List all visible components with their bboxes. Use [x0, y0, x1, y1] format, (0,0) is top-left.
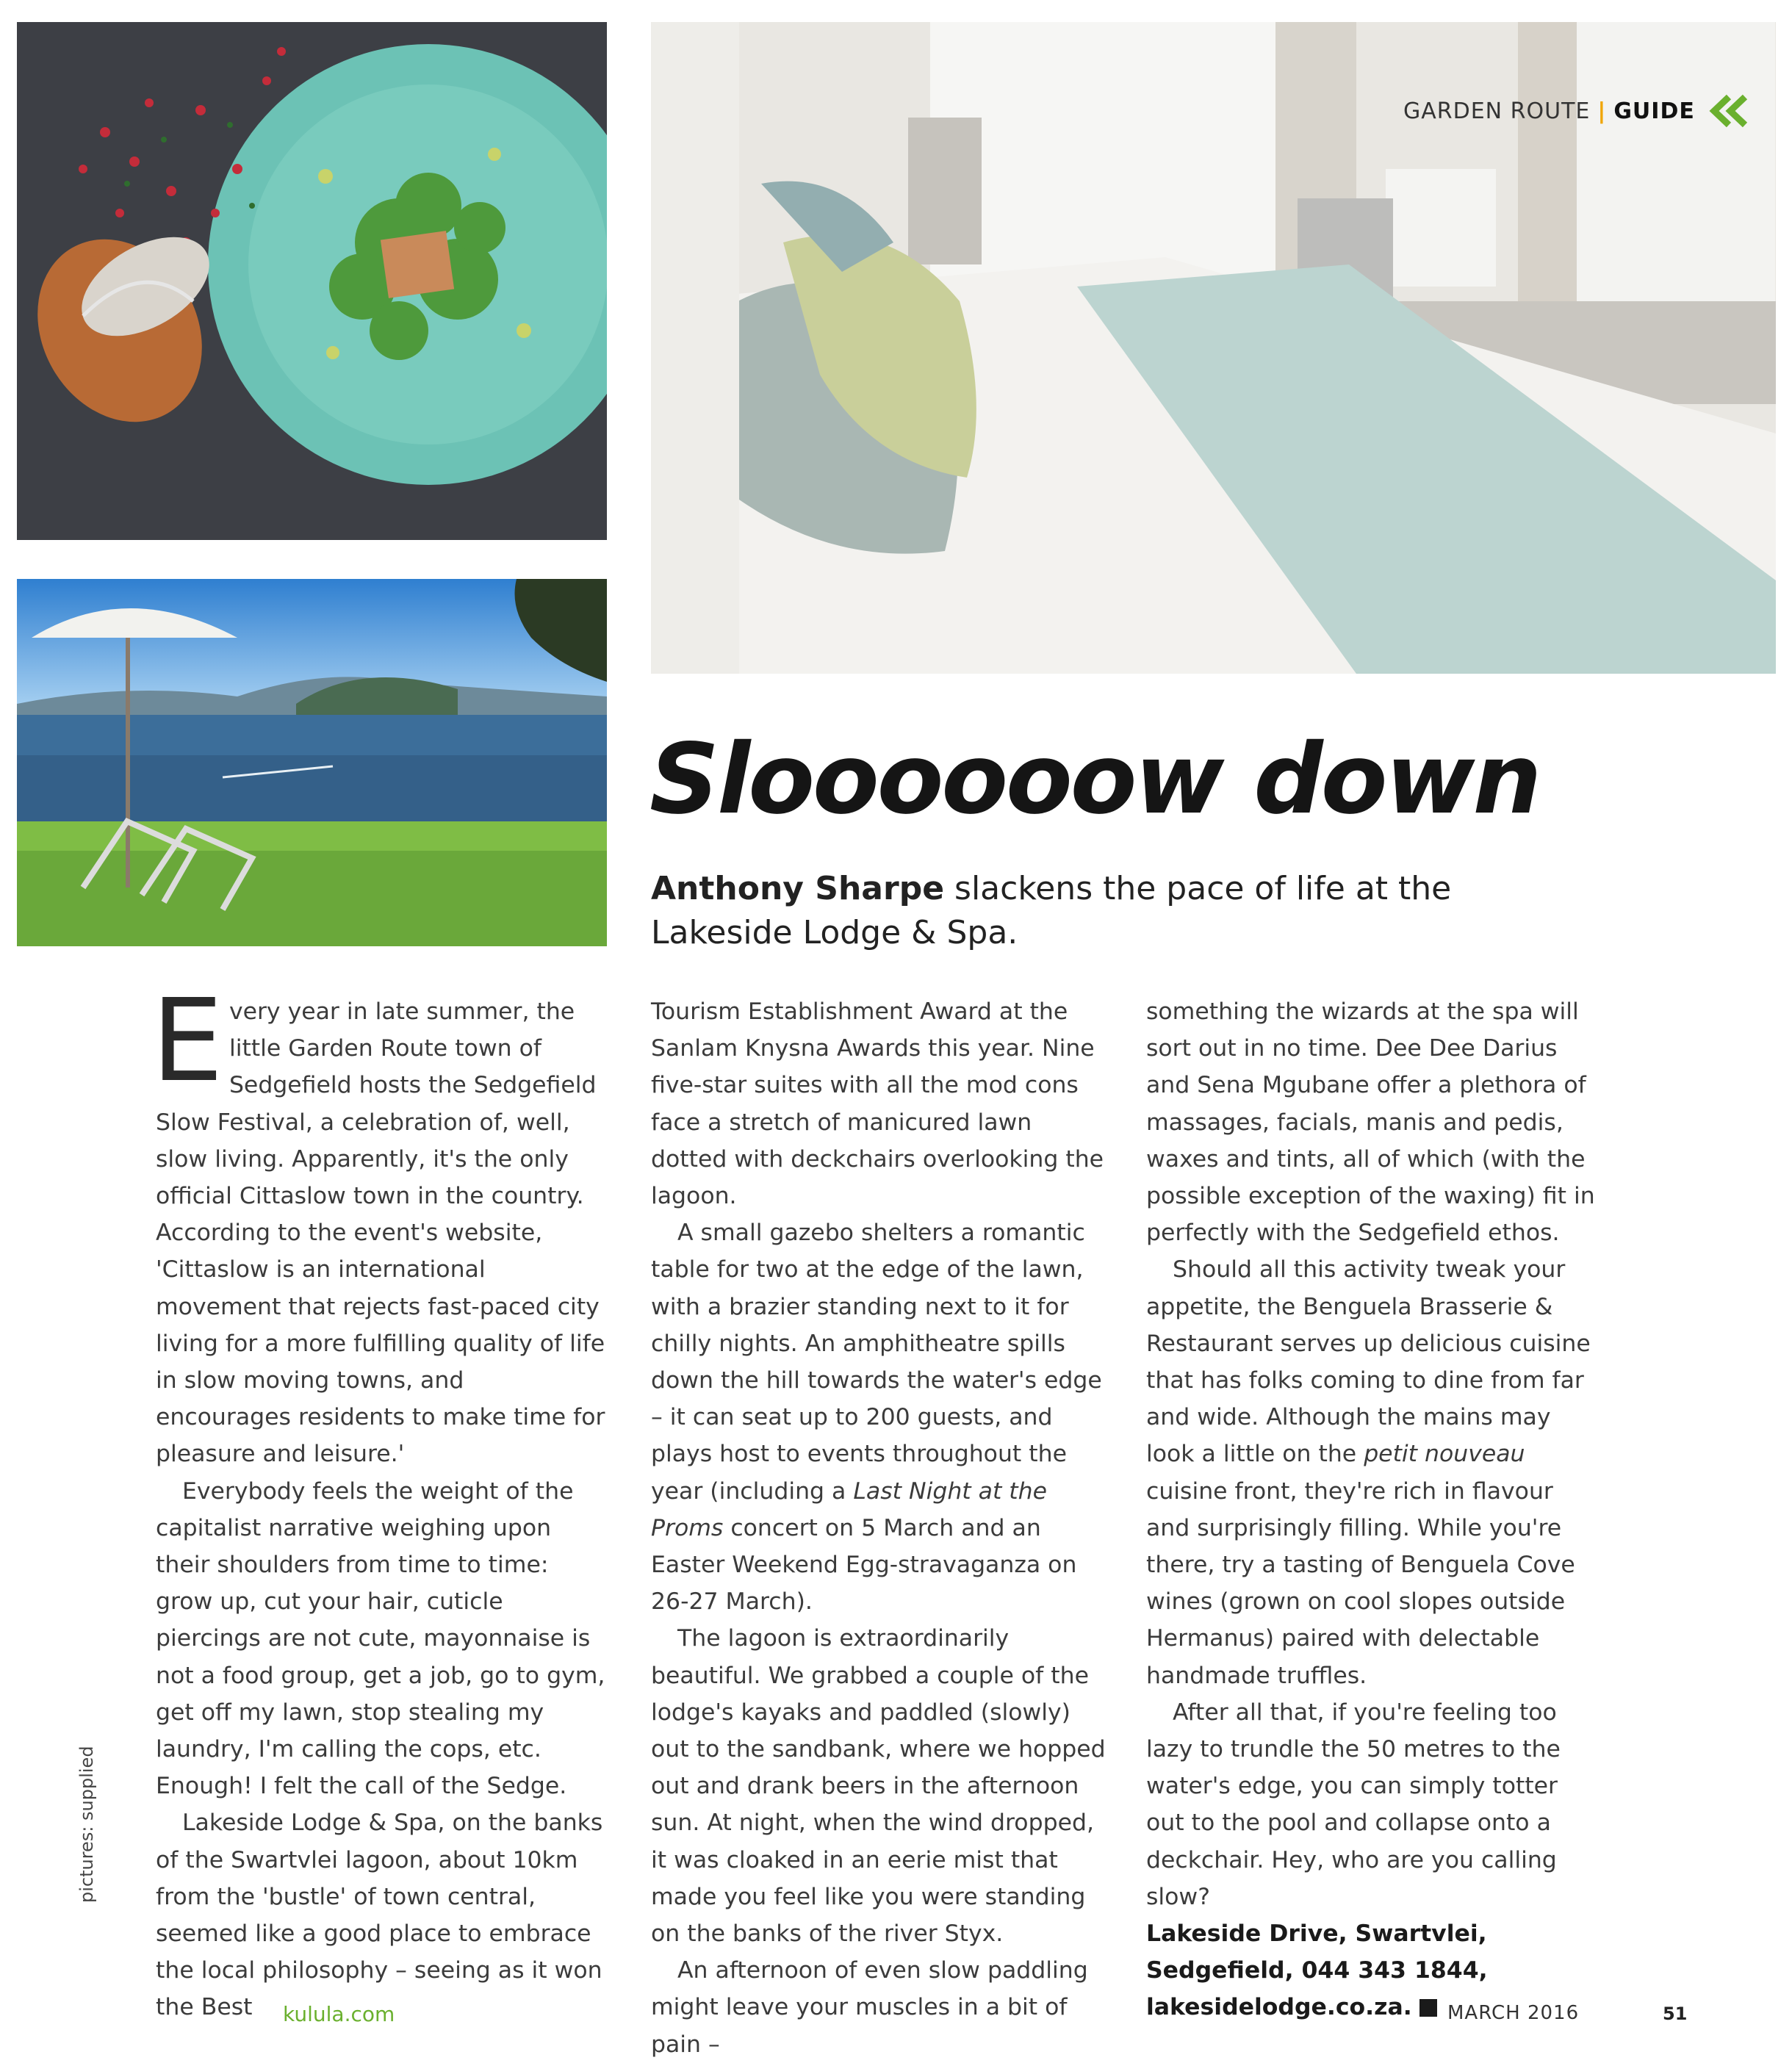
food-plate-photo	[17, 22, 607, 540]
italic-phrase: petit nouveau	[1364, 1441, 1525, 1468]
body-paragraph	[151, 974, 605, 1473]
paragraph-text: A small gazebo shelters a romantic table for two at the edge of the lawn, with a brazier standing next to it for chilly nights. An amphitheatre spills down the hill towards the water's edge – it can seat up to 200 guests, and plays host to events throughout the year (including a	[651, 1220, 1102, 1505]
section-region: GARDEN ROUTE	[1403, 98, 1591, 124]
paragraph-text: very year in late summer, the little Garden Route town of Sedgefield hosts the Sedgefield Slow Festival, a celebration of, well, slow living. Apparently, it's the only official Cittaslow town in the country. According to the event's website, 'Cittaslow is an international movement that rejects fast-paced city living for a more fulfilling quality of life in slow moving towns, and encourages residents to make time for pleasure and leisure.'	[156, 998, 605, 1468]
paragraph-text: Should all this activity tweak your appetite, the Benguela Brasserie & Restaurant serves up delicious cuisine that has folks coming to dine from far and wide. Although the mains may look a little on the	[1146, 1256, 1591, 1468]
body-paragraph	[651, 1214, 1106, 1620]
body-column-3	[1146, 993, 1602, 2026]
footer-issue-date: MARCH 2016	[1447, 2002, 1580, 2024]
lagoon-deckchairs-photo	[17, 579, 607, 946]
drop-cap: E	[151, 974, 223, 1107]
end-of-article-square-icon	[1419, 1999, 1437, 2017]
body-paragraph: something the wizards at the spa will sort out in no time. Dee Dee Darius and Sena Mgubane offer a plethora of massages, facials, manis and pedis, waxes and tints, all of which (with the possible exception of the waxing) fit in perfectly with the Sedgefield ethos.	[1146, 998, 1595, 1247]
standfirst-text: slackens the pace of life at the Lakeside Lodge & Spa.	[651, 870, 1452, 951]
section-separator: |	[1597, 98, 1607, 124]
body-column-1	[151, 974, 605, 2026]
body-column-2	[651, 993, 1106, 2063]
double-chevron-left-icon	[1707, 93, 1751, 129]
body-paragraph: The lagoon is extraordinarily beautiful. We grabbed a couple of the lodge's kayaks and paddled (slowly) out to the sandbank, where we hopped out and drank beers in the afternoon sun. At night, when the wind dropped, it was cloaked in an eerie mist that made you feel like you were standing on the banks of the river Styx.	[651, 1625, 1106, 1948]
lagoon-illustration	[17, 579, 607, 946]
paragraph-text: cuisine front, they're rich in flavour and surprisingly filling. While you're there, try a tasting of Benguela Cove wines (grown on cool slopes outside Hermanus) paired with delectable handmade truffles.	[1146, 1477, 1575, 1689]
event-title: Last Night at the Proms	[651, 1477, 1048, 1541]
section-guide-label: GUIDE	[1613, 98, 1695, 124]
address-text: Lakeside Drive, Swartvlei, Sedgefield, 044 343 1844, lakesidelodge.co.za.	[1146, 1920, 1488, 2021]
page-number: 51	[1663, 2003, 1688, 2024]
article-standfirst	[651, 867, 1533, 955]
body-paragraph: Tourism Establishment Award at the Sanlam Knysna Awards this year. Nine five-star suites with all the mod cons face a stretch of manicured lawn dotted with deckchairs overlooking the lagoon.	[651, 998, 1104, 1210]
body-paragraph: After all that, if you're feeling too lazy to trundle the 50 metres to the water's edge, you can simply totter out to the pool and collapse onto a deckchair. Hey, who are you calling slow?	[1146, 1699, 1561, 1910]
body-paragraph: Lakeside Lodge & Spa, on the banks of the Swartvlei lagoon, about 10km from the 'bustle' of town central, seemed like a good place to embrace the local philosophy – seeing as it won the Best	[156, 1810, 603, 2021]
footer-website: kulula.com	[283, 2002, 395, 2026]
body-paragraph: Everybody feels the weight of the capitalist narrative weighing upon their shoulders from time to time: grow up, cut your hair, cuticle piercings are not cute, mayonnaise is not a food group, get a job, go to gym, get off my lawn, stop stealing my laundry, I'm calling the cops, etc. Enough! I felt the call of the Sedge.	[156, 1477, 605, 1800]
article-headline: Sloooooow down	[649, 723, 1540, 836]
photo-credit: pictures: supplied	[76, 1746, 97, 1903]
body-paragraph: An afternoon of even slow paddling might leave your muscles in a bit of pain –	[651, 1957, 1088, 2058]
author-name: Anthony Sharpe	[651, 870, 945, 907]
paragraph-text: concert on 5 March and an Easter Weekend Egg-stravaganza on 26-27 March).	[651, 1514, 1077, 1616]
food-plate-illustration	[17, 22, 607, 540]
section-label	[1403, 93, 1751, 129]
body-paragraph	[1146, 1251, 1602, 1693]
